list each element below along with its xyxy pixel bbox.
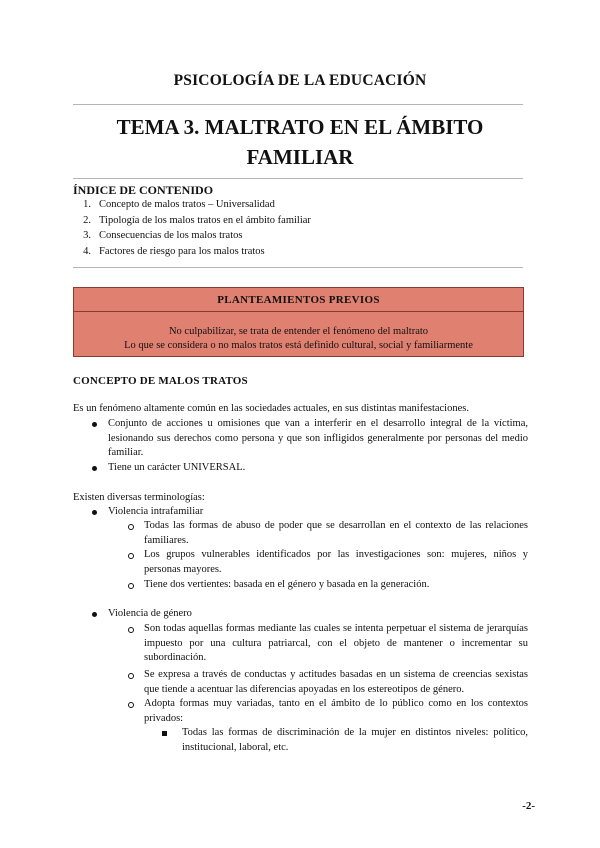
paragraph: Existen diversas terminologías: [73,492,205,503]
index-item [73,213,523,229]
index-item-number: 4. [83,245,91,257]
bullet-item: Conjunto de acciones u omisiones que van a interferir en el desarrollo integral de la víctima, lesionando sus derechos como persona y que son infligidos generalmente por personas del medio familiar. [108,417,528,461]
index-heading: ÍNDICE DE CONTENIDO [73,183,214,197]
section-heading: CONCEPTO DE MALOS TRATOS [73,375,248,387]
index-item-text: Concepto de malos tratos – Universalidad [99,199,275,210]
index-list [73,197,523,259]
sub-bullet-item: Adopta formas muy variadas, tanto en el ámbito de lo público como en los contextos privados: [144,697,528,726]
index-item-number: 2. [83,214,91,226]
sub-bullet-item: Todas las formas de abuso de poder que se desarrollan en el contexto de las relaciones familiares. [144,519,528,548]
course-title: PSICOLOGÍA DE LA EDUCACIÓN [173,72,427,89]
index-item-text: Factores de riesgo para los malos tratos [99,245,265,257]
topic-title [60,112,540,172]
divider [73,104,523,105]
box-divider [74,311,523,312]
index-item-text: Consecuencias de los malos tratos [99,230,243,241]
index-item-number: 1. [83,199,91,210]
topic-title-line2: FAMILIAR [246,145,354,169]
sub-bullet-item: Los grupos vulnerables identificados por las investigaciones son: mujeres, niños y personas mayores. [144,548,528,577]
topic-title-line1: TEMA 3. MALTRATO EN EL ÁMBITO [116,115,484,139]
sub-sub-bullet-item: Todas las formas de discriminación de la mujer en distintos niveles: político, institucional, laboral, etc. [182,726,528,755]
index-item [73,197,523,213]
planteamientos-box [73,287,524,357]
planteamientos-line: Lo que se considera o no malos tratos está definido cultural, social y familiarmente [124,339,473,351]
planteamientos-title: PLANTEAMIENTOS PREVIOS [217,294,380,306]
bullet-item: Violencia intrafamiliar [108,505,528,520]
sub-bullet-item: Son todas aquellas formas mediante las cuales se intenta perpetuar el sistema de jerarquías impuesto por una cultura patriarcal, con el objeto de mantener o incrementar su subordinación. [144,622,528,666]
divider [73,267,523,268]
index-item-number: 3. [83,230,91,241]
index-item-text: Tipología de los malos tratos en el ámbito familiar [99,214,311,226]
divider [73,178,523,179]
index-item [73,228,523,244]
index-item [73,244,523,260]
bullet-item: Tiene un carácter UNIVERSAL. [108,461,528,476]
page-number: -2- [522,800,535,812]
sub-bullet-item: Tiene dos vertientes: basada en el género y basada en la generación. [144,578,528,593]
planteamientos-line: No culpabilizar, se trata de entender el fenómeno del maltrato [168,326,429,337]
paragraph: Es un fenómeno altamente común en las sociedades actuales, en sus distintas manifestaciones. [73,403,469,414]
bullet-item: Violencia de género [108,607,528,622]
sub-bullet-item: Se expresa a través de conductas y actitudes basadas en un sistema de creencias sexistas que tiende a acentuar las diferencias apoyadas en los estereotipos de género. [144,668,528,697]
